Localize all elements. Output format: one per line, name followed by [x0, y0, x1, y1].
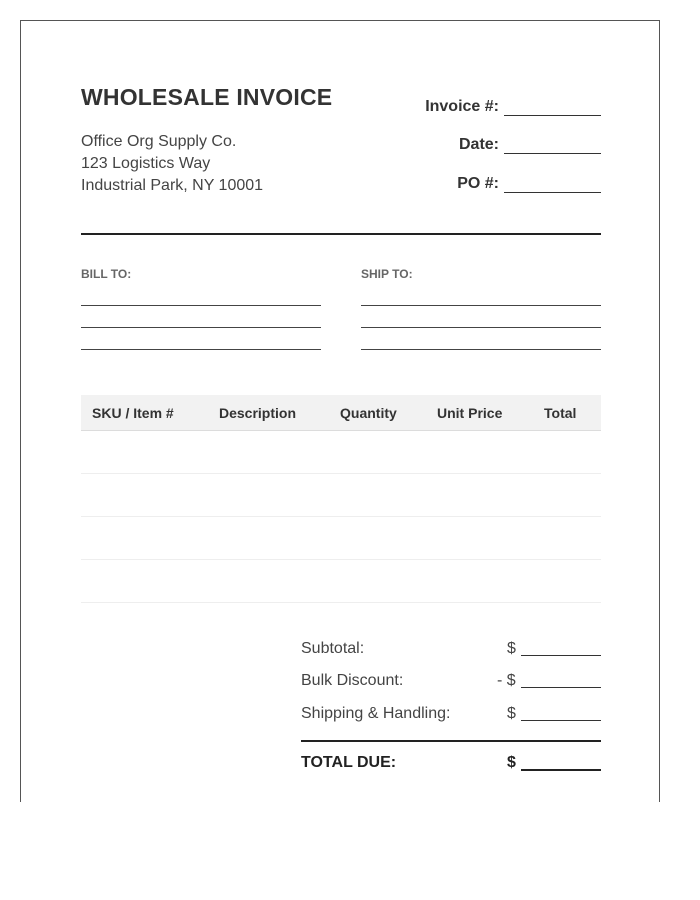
bill-to-line-3[interactable]	[81, 349, 321, 350]
company-street: 123 Logistics Way	[81, 155, 211, 172]
shipping-blank[interactable]	[521, 720, 601, 721]
invoice-number-field	[425, 98, 601, 116]
po-number-blank[interactable]	[504, 175, 601, 193]
bulk-discount-currency: - $	[497, 672, 516, 689]
company-city: Industrial Park, NY 10001	[81, 177, 264, 194]
invoice-number-blank[interactable]	[504, 98, 601, 116]
ship-to-line-3[interactable]	[361, 349, 601, 350]
bill-to-label: BILL TO:	[81, 267, 132, 281]
column-quantity: Quantity	[340, 405, 397, 421]
subtotal-blank[interactable]	[521, 655, 601, 656]
total-due-blank[interactable]	[521, 769, 601, 771]
invoice-number-label: Invoice #:	[425, 98, 499, 115]
column-description: Description	[219, 405, 297, 421]
header-divider	[81, 233, 601, 235]
po-number-label: PO #:	[457, 175, 499, 192]
date-field	[459, 136, 601, 154]
table-row[interactable]	[81, 431, 601, 474]
total-due-label: TOTAL DUE:	[301, 754, 397, 771]
bill-to-line-1[interactable]	[81, 305, 321, 306]
invoice-title: WHOLESALE INVOICE	[81, 84, 333, 110]
table-row[interactable]	[81, 560, 601, 603]
company-address	[81, 131, 263, 197]
shipping-currency: $	[507, 705, 516, 722]
ship-to-line-1[interactable]	[361, 305, 601, 306]
column-sku: SKU / Item #	[92, 405, 174, 421]
line-items-table	[81, 395, 601, 603]
ship-to-label: SHIP TO:	[361, 267, 413, 281]
column-total: Total	[544, 405, 577, 421]
ship-to-line-2[interactable]	[361, 327, 601, 328]
po-number-field	[457, 175, 601, 193]
table-row[interactable]	[81, 474, 601, 517]
table-row[interactable]	[81, 517, 601, 560]
date-blank[interactable]	[504, 136, 601, 154]
total-due-currency: $	[507, 754, 516, 771]
bulk-discount-blank[interactable]	[521, 687, 601, 688]
totals-divider	[301, 740, 601, 742]
subtotal-currency: $	[507, 640, 516, 657]
shipping-label: Shipping & Handling:	[301, 705, 451, 722]
subtotal-label: Subtotal:	[301, 640, 365, 657]
table-header	[81, 395, 601, 431]
company-name: Office Org Supply Co.	[81, 133, 237, 150]
date-label: Date:	[458, 136, 499, 153]
bulk-discount-label: Bulk Discount:	[301, 672, 404, 689]
bill-to-line-2[interactable]	[81, 327, 321, 328]
column-unit-price: Unit Price	[437, 405, 503, 421]
